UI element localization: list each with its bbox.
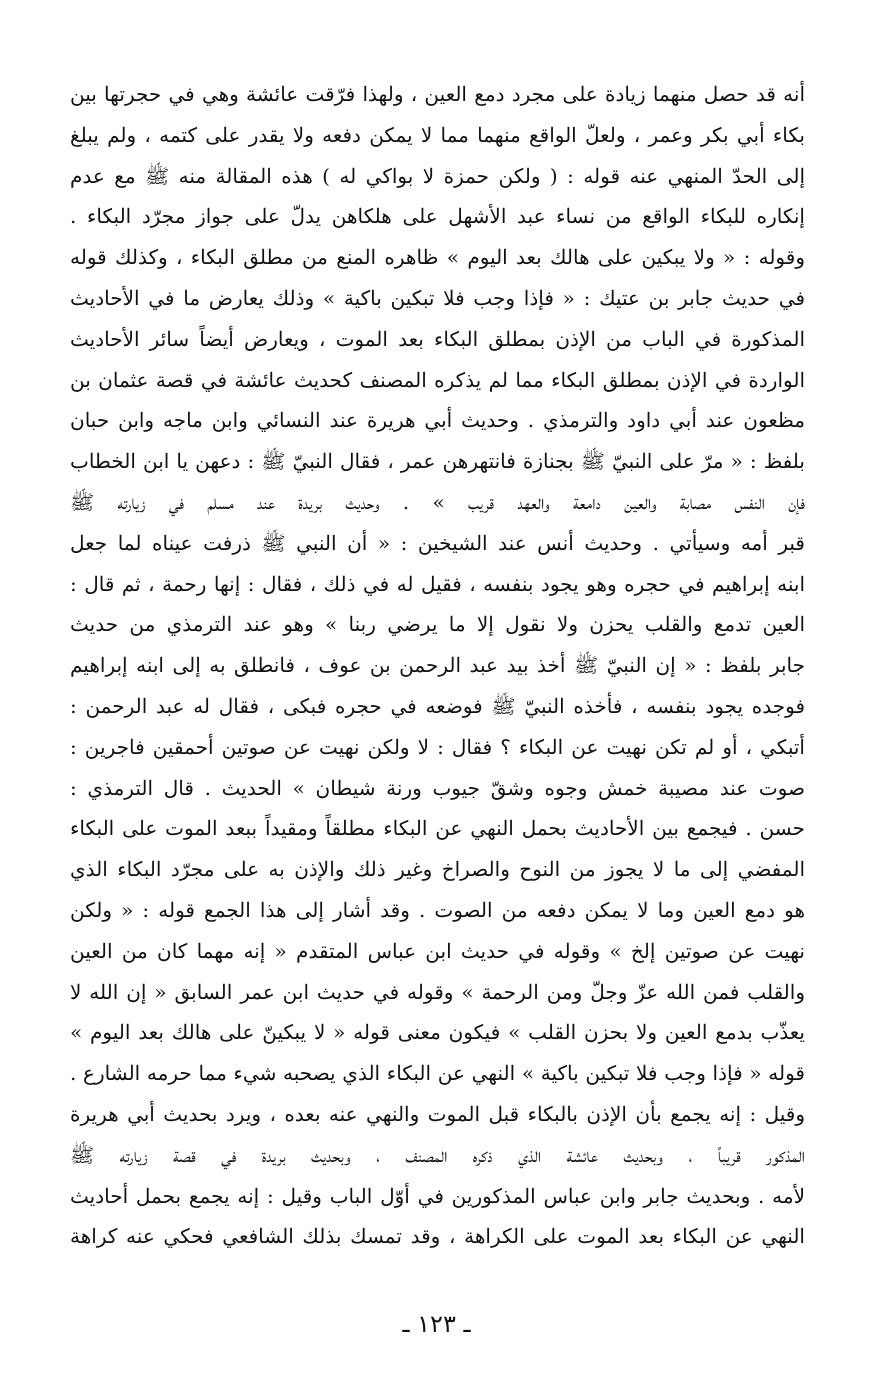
text-line: صوت عند مصيبة خمش وجوه وشقّ جيوب ورنة شيطان » الحديث . قال الترمذي :	[70, 775, 805, 800]
page-number: ـ ١٢٣ ـ	[402, 1310, 471, 1338]
text-line: والقلب فمن الله عزّ وجلّ ومن الرحمة » وقوله في حديث ابن عمر السابق « إن الله لا	[70, 979, 805, 1004]
text-line: بلفظ : « مرّ على النبيّ ﷺ بجنازة فانتهرهن عمر ، فقال النبيّ ﷺ : دعهن يا ابن الخطاب	[70, 449, 805, 474]
text-line: فإن النفس مصابة والعين دامعة والعهد قريب » . وحديث بريدة عند مسلم في زيارته ﷺ	[70, 489, 805, 514]
text-line: قبر أمه وسيأتي . وحديث أنس عند الشيخين : « أن النبي ﷺ ذرفت عيناه لما جعل	[70, 530, 805, 555]
text-line: إنكاره للبكاء الواقع من نساء عبد الأشهل على هلكاهن يدلّ على جواز مجرّد البكاء .	[70, 204, 805, 229]
text-line: جابر بلفظ : « إن النبيّ ﷺ أخذ بيد عبد الرحمن بن عوف ، فانطلق به إلى ابنه إبراهيم	[70, 653, 805, 678]
text-line: بكاء أبي بكر وعمر ، ولعلّ الواقع منهما مما لا يمكن دفعه ولا يقدر على كتمه ، ولم يبلغ	[70, 122, 805, 147]
text-line: نهيت عن صوتين إلخ » وقوله في حديث ابن عباس المتقدم « إنه مهما كان من العين	[70, 938, 805, 963]
text-line: وقيل : إنه يجمع بأن الإذن بالبكاء قبل الموت والنهي عنه بعده ، ويرد بحديث أبي هريرة	[70, 1101, 805, 1126]
text-line: العين تدمع والقلب يحزن ولا نقول إلا ما يرضي ربنا » وهو عند الترمذي من حديث	[70, 612, 805, 637]
text-line: فوجده يجود بنفسه ، فأخذه النبيّ ﷺ فوضعه في حجره فبكى ، فقال له عبد الرحمن :	[70, 693, 805, 718]
text-line: يعذّب بدمع العين ولا بحزن القلب » فيكون معنى قوله « لا يبكينّ على هالك بعد اليوم »	[70, 1020, 805, 1045]
text-line: لأمه . وبحديث جابر وابن عباس المذكورين في أوّل الباب وقيل : إنه يجمع بحمل أحاديث	[70, 1183, 805, 1208]
text-line: في حديث جابر بن عتيك : « فإذا وجب فلا تبكين باكية » وذلك يعارض ما في الأحاديث	[70, 285, 805, 310]
text-line: حسن . فيجمع بين الأحاديث بحمل النهي عن البكاء مطلقاً ومقيداً ببعد الموت على البكاء	[70, 816, 805, 841]
text-line: وقوله : « ولا يبكين على هالك بعد اليوم » ظاهره المنع من مطلق البكاء ، وكذلك قوله	[70, 245, 805, 270]
text-line: هو دمع العين وما لا يمكن دفعه من الصوت . وقد أشار إلى هذا الجمع قوله : « ولكن	[70, 897, 805, 922]
text-line: إلى الحدّ المنهي عنه قوله : ( ولكن حمزة لا بواكي له ) هذه المقالة منه ﷺ مع عدم	[70, 163, 805, 188]
text-line: مظعون عند أبي داود والترمذي . وحديث أبي هريرة عند النسائي وابن ماجه وابن حبان	[70, 408, 805, 433]
text-line: النهي عن البكاء بعد الموت على الكراهة ، وقد تمسك بذلك الشافعي فحكي عنه كراهة	[70, 1224, 805, 1249]
text-line: المذكور قريباً ، وبحديث عائشة الذي ذكره المصنف ، وبحديث بريدة في قصة زيارته ﷺ	[70, 1142, 805, 1167]
body-text	[70, 74, 805, 1257]
text-line: أتبكي ، أو لم تكن نهيت عن البكاء ؟ فقال : لا ولكن نهيت عن صوتين أحمقين فاجرين :	[70, 734, 805, 759]
text-line: المفضي إلى ما لا يجوز من النوح والصراخ وغير ذلك والإذن به على مجرّد البكاء الذي	[70, 857, 805, 882]
text-line: الواردة في الإذن بمطلق البكاء مما لم يذكره المصنف كحديث عائشة في قصة عثمان بن	[70, 367, 805, 392]
text-line: ابنه إبراهيم في حجره وهو يجود بنفسه ، فقيل له في ذلك ، فقال : إنها رحمة ، ثم قال :	[70, 571, 805, 596]
text-line: المذكورة في الباب من الإذن بمطلق البكاء بعد الموت ، ويعارض أيضاً سائر الأحاديث	[70, 326, 805, 351]
text-line: قوله « فإذا وجب فلا تبكين باكية » النهي عن البكاء الذي يصحبه شيء مما حرمه الشارع .	[70, 1061, 805, 1086]
text-line: أنه قد حصل منهما زيادة على مجرد دمع العين ، ولهذا فرّقت عائشة وهي في حجرتها بين	[70, 82, 805, 106]
